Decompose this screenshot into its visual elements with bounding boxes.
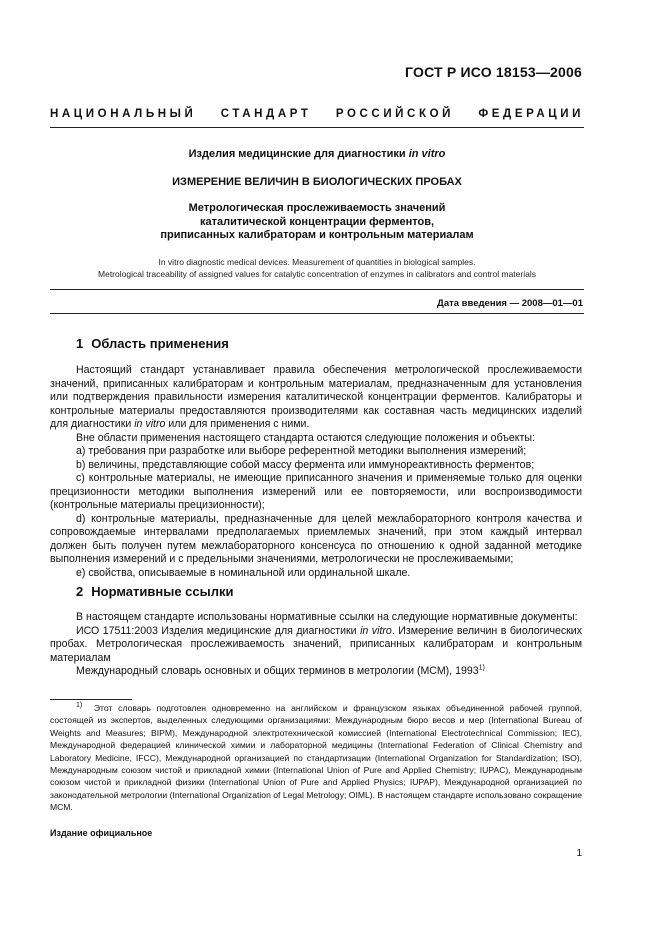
exclusion-item-e: e) свойства, описываемые в номинальной или ординальной шкале.	[76, 566, 411, 579]
english-title-line-1: In vitro diagnostic medical devices. Measurement of quantities in biological samples.	[158, 257, 476, 267]
title-measurement: ИЗМЕРЕНИЕ ВЕЛИЧИН В БИОЛОГИЧЕСКИХ ПРОБАХ	[172, 176, 462, 188]
exclusion-item-b: b) величины, представляющие собой массу фермента или иммунореактивность ферментов;	[76, 458, 535, 471]
footnote: $^{1)}$ Этот словарь подготовлен одновременно на английском и французском языках объединенной рабочей группой, состоящей из экспертов, выделенных следующими организациями: Международным бюро весов и мер (International Bureau of Weights and Measures; BIPM), Международной электротехнической комиссией (International Electrotechnical Commission; IEC), Международной федерацией клинической химии и лабораторной медицины (International Federation of Clinical Chemistry and Laboratory Medicine, IFCC), Международной организацией по стандартизации (International Organization for Standardization; ISO), Международным союзом чистой и прикладной химии (International Union of Pure and Applied Chemistry; IUPAC), Международным союзом чистой и прикладной физики (International Union of Pure and Applied Physics; IUPAP), Международной организацией по законодательной метрологии (International Organization of Legal Metrology; OIML). В настоящем стандарте использовано сокращение МСМ.	[50, 702, 582, 813]
introduction-date: Дата введения — 2008—01—01	[437, 298, 583, 309]
normative-ref-vim: Международный словарь основных и общих терминов в метрологии (МСМ), 1993$^{1)}$	[76, 664, 485, 677]
title-traceability: Метрологическая прослеживаемость значений каталитической концентрации ферментов, приписанных калибраторам и контрольным материалам	[160, 202, 474, 241]
title-device-class: Изделия медицинские для диагностики in vitro	[188, 148, 446, 160]
date-rule	[50, 313, 584, 314]
section-1-heading: 1 Область применения	[76, 336, 229, 351]
exclusion-item-a: a) требования при разработке или выборе референтной методики выполнения измерений;	[76, 445, 527, 457]
national-standard-banner: НАЦИОНАЛЬНЫЙ СТАНДАРТ РОССИЙСКОЙ ФЕДЕРАЦИИ	[50, 108, 584, 120]
section-2-body	[50, 611, 582, 679]
english-title-line-2: Metrological traceability of assigned values for catalytic concentration of enzymes in calibrators and control materials	[98, 269, 536, 279]
footnote-reference: 1)	[478, 664, 485, 672]
header-rule	[50, 127, 584, 128]
exclusion-item-c: c) контрольные материалы, не имеющие приписанного значения и применяемые только для оценки прецизионности методики выполнения измерений или ее повторяемости, или воспроизводимости (контрольные материалы прецизионности);	[50, 472, 582, 511]
section-2-heading: 2 Нормативные ссылки	[76, 584, 234, 599]
official-edition-label: Издание официальное	[50, 828, 153, 838]
title-rule	[50, 289, 584, 290]
exclusions-intro: Вне области применения настоящего стандарта остаются следующие положения и объекты:	[76, 431, 535, 444]
exclusion-item-d: d) контрольные материалы, предназначенные для целей межлабораторного контроля качества и сопровождаемые интервалами предполагаемых приемлемых значений, при этом каждый интервал должен быть получен путем межлабораторного консенсуса по отношению к одной заданной методике выполнения измерений и с предельными значениями, метрологически не прослеживаемыми;	[50, 512, 582, 565]
scope-paragraph: Настоящий стандарт устанавливает правила обеспечения метрологической прослеживаемости значений, приписанных калибраторам и контрольным материалам, предназначенным для установления или подтверждения правильности измерения каталитической концентрации ферментов. Калибраторы и контрольные материалы предоставляются производителями как составная часть медицинских изделий для диагностики in vitro или для применения с ними.	[50, 364, 582, 430]
normative-intro: В настоящем стандарте использованы нормативные ссылки на следующие нормативные документы:	[76, 611, 578, 623]
normative-ref-iso: ИСО 17511:2003 Изделия медицинские для диагностики in vitro. Измерение величин в биологических пробах. Метрологическая прослеживаемость значений, приписанных калибраторам и контрольным материалам	[50, 624, 583, 664]
footnote-rule	[50, 699, 132, 700]
document-code: ГОСТ Р ИСО 18153—2006	[405, 64, 582, 80]
page-number: 1	[576, 848, 582, 859]
section-1-body	[50, 364, 582, 580]
footnote-mark: 1)	[76, 702, 83, 710]
